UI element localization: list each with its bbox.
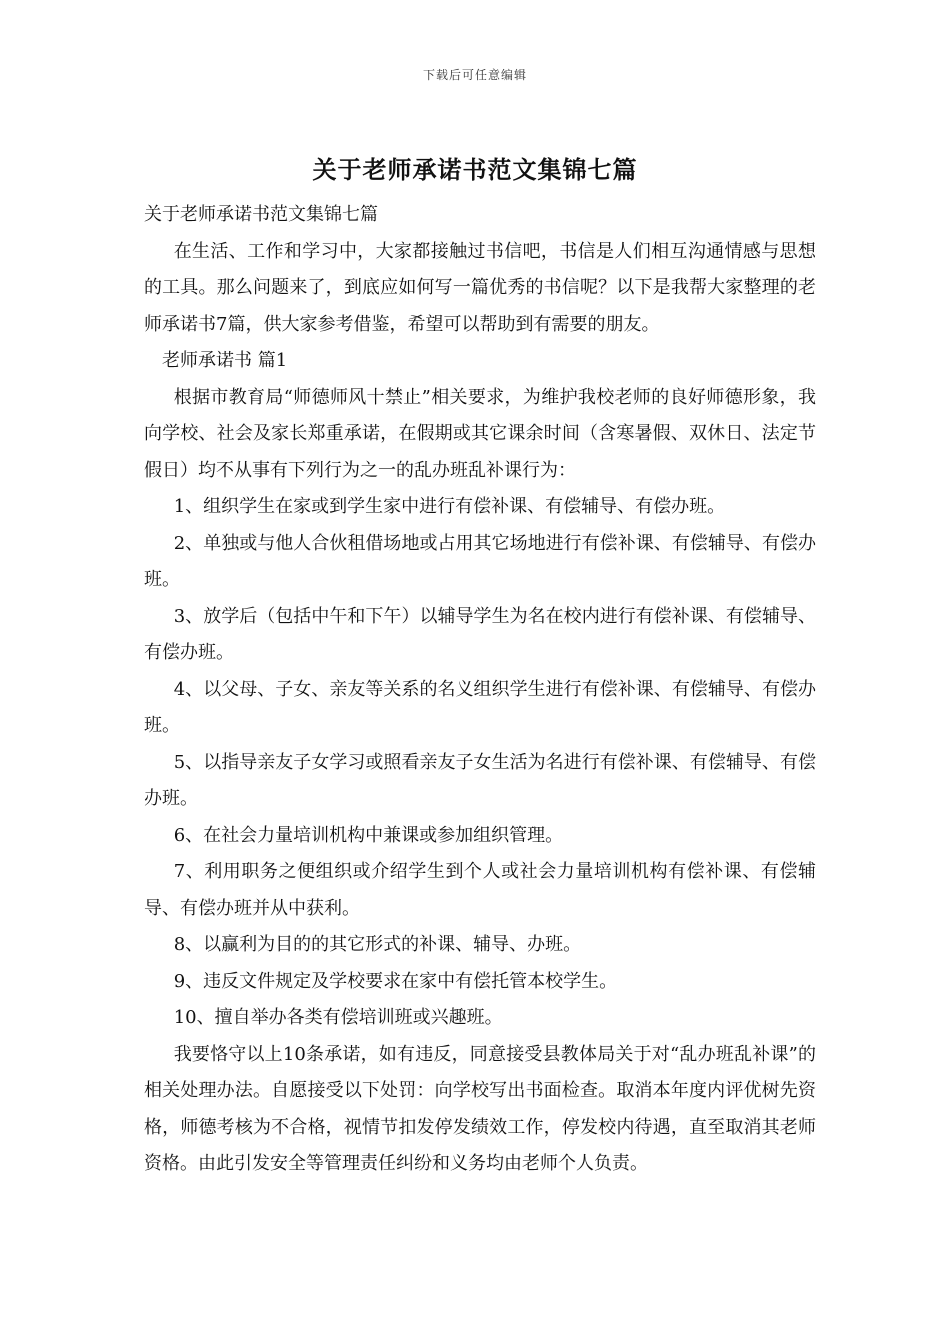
list-item: 8、以赢利为目的的其它形式的补课、辅导、办班。 <box>173 934 582 955</box>
list-item: 9、违反文件规定及学校要求在家中有偿托管本校学生。 <box>173 970 618 992</box>
document-body <box>144 197 816 1183</box>
list-item: 6、在社会力量培训机构中兼课或参加组织管理。 <box>173 824 564 846</box>
list-item: 10、擅自举办各类有偿培训班或兴趣班。 <box>173 1007 503 1028</box>
closing-paragraph: 我要恪守以上10条承诺，如有违反，同意接受县教体局关于对“乱办班乱补课”的相关处理办法。自愿接受以下处罚：向学校写出书面检查。取消本年度内评优树先资格，师德考核为不合格，视情节扣发停发绩效工作，停发校内待遇，直至取消其老师资格。由此引发安全等管理责任纠纷和义务均由老师个人负责。 <box>144 1043 816 1174</box>
list-item: 5、以指导亲友子女学习或照看亲友子女生活为名进行有偿补课、有偿辅导、有偿办班。 <box>144 751 816 809</box>
list-item: 4、以父母、子女、亲友等关系的名义组织学生进行有偿补课、有偿辅导、有偿办班。 <box>144 678 816 736</box>
list-item: 3、放学后（包括中午和下午）以辅导学生为名在校内进行有偿补课、有偿辅导、有偿办班。 <box>144 605 816 663</box>
header-note: 下载后可任意编辑 <box>422 68 527 82</box>
document-title: 关于老师承诺书范文集锦七篇 <box>312 155 638 184</box>
list-item: 1、组织学生在家或到学生家中进行有偿补课、有偿辅导、有偿办班。 <box>173 496 726 517</box>
list-item: 2、单独或与他人合伙租借场地或占用其它场地进行有偿补课、有偿辅导、有偿办班。 <box>144 532 816 590</box>
intro-paragraph: 在生活、工作和学习中，大家都接触过书信吧，书信是人们相互沟通情感与思想的工具。那么问题来了，到底应如何写一篇优秀的书信呢？以下是我帮大家整理的老师承诺书7篇，供大家参考借鉴，希望可以帮助到有需要的朋友。 <box>144 240 816 335</box>
section-intro-paragraph: 根据市教育局“师德师风十禁止”相关要求，为维护我校老师的良好师德形象，我向学校、社会及家长郑重承诺，在假期或其它课余时间（含寒暑假、双休日、法定节假日）均不从事有下列行为之一的乱办班乱补课行为： <box>144 386 816 481</box>
list-item: 7、利用职务之便组织或介绍学生到个人或社会力量培训机构有偿补课、有偿辅导、有偿办班并从中获利。 <box>144 861 816 919</box>
section-heading: 老师承诺书 篇1 <box>162 350 288 371</box>
document-subtitle: 关于老师承诺书范文集锦七篇 <box>144 204 378 225</box>
